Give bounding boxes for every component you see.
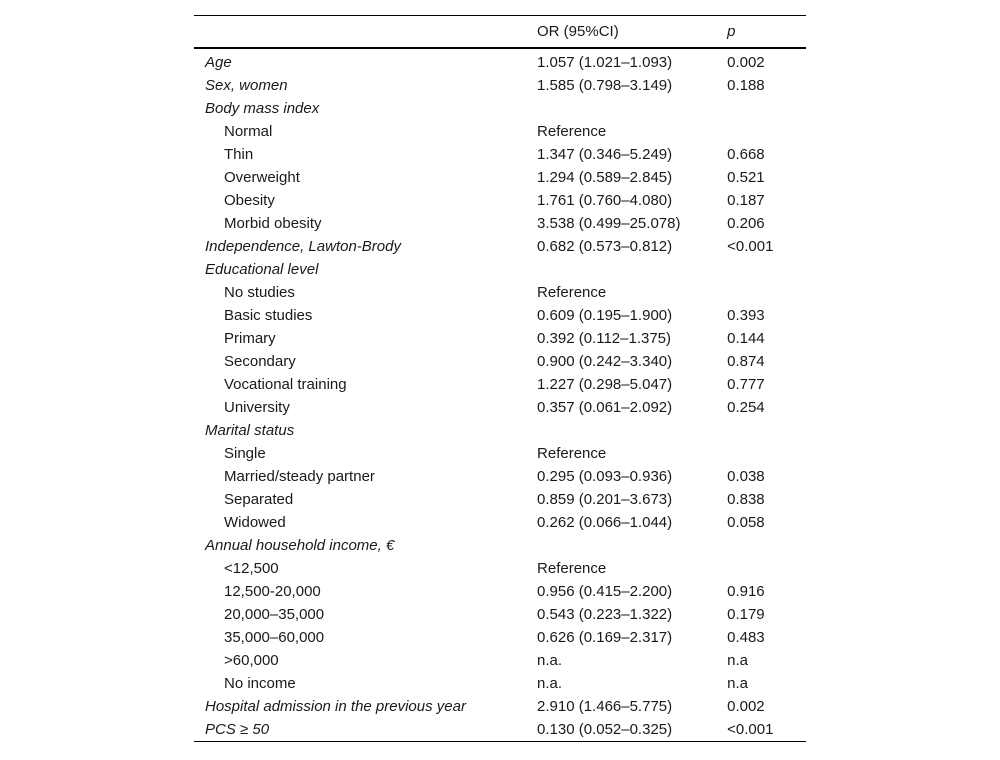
- row-odds-ratio: 0.609 (0.195–1.900): [537, 307, 673, 324]
- table-row: [194, 488, 806, 511]
- row-odds-ratio: Reference: [537, 445, 607, 462]
- table-header-row: [194, 16, 806, 49]
- row-label: Obesity: [224, 192, 275, 209]
- row-label: Educational level: [205, 261, 319, 278]
- row-label: Morbid obesity: [224, 215, 322, 232]
- odds-ratio-table: [194, 15, 806, 742]
- row-p-value: [727, 120, 806, 143]
- row-p-value: 0.188: [727, 77, 765, 94]
- row-p-value: 0.838: [727, 491, 765, 508]
- row-p-value: [727, 419, 806, 442]
- row-odds-ratio: 0.392 (0.112–1.375): [537, 330, 672, 347]
- header-p-value: p: [727, 23, 736, 40]
- table-row: [194, 327, 806, 350]
- table-row: [194, 97, 806, 120]
- table-row: [194, 419, 806, 442]
- results-table-container: [194, 15, 806, 742]
- row-label: No studies: [224, 284, 295, 301]
- row-odds-ratio: [537, 419, 727, 442]
- row-odds-ratio: 0.295 (0.093–0.936): [537, 468, 673, 485]
- table-row: [194, 166, 806, 189]
- row-label: Overweight: [224, 169, 300, 186]
- row-label: PCS ≥ 50: [205, 721, 270, 738]
- row-p-value: n.a: [727, 675, 748, 692]
- row-label: Single: [224, 445, 266, 462]
- row-p-value: 0.668: [727, 146, 765, 163]
- row-label: University: [224, 399, 290, 416]
- row-p-value: [727, 281, 806, 304]
- row-odds-ratio: 1.227 (0.298–5.047): [537, 376, 673, 393]
- table-row: [194, 557, 806, 580]
- row-odds-ratio: Reference: [537, 123, 607, 140]
- table-row: [194, 603, 806, 626]
- row-p-value: 0.206: [727, 215, 765, 232]
- table-row: [194, 718, 806, 742]
- table-row: [194, 120, 806, 143]
- row-p-value: [727, 442, 806, 465]
- row-p-value: 0.179: [727, 606, 765, 623]
- row-label: 35,000–60,000: [224, 629, 325, 646]
- row-label: Annual household income, €: [205, 537, 395, 554]
- row-odds-ratio: Reference: [537, 560, 607, 577]
- row-label: >60,000: [224, 652, 279, 669]
- row-p-value: 0.874: [727, 353, 765, 370]
- row-odds-ratio: 0.130 (0.052–0.325): [537, 721, 673, 738]
- row-odds-ratio: n.a.: [537, 652, 563, 669]
- row-odds-ratio: 0.859 (0.201–3.673): [537, 491, 673, 508]
- row-label: Body mass index: [205, 100, 320, 117]
- row-p-value: 0.916: [727, 583, 765, 600]
- row-label: Marital status: [205, 422, 295, 439]
- row-odds-ratio: 0.682 (0.573–0.812): [537, 238, 673, 255]
- row-label: Primary: [224, 330, 276, 347]
- table-row: [194, 534, 806, 557]
- table-row: [194, 74, 806, 97]
- row-p-value: 0.393: [727, 307, 765, 324]
- row-p-value: <0.001: [727, 238, 774, 255]
- row-p-value: 0.002: [727, 54, 765, 71]
- row-label: Secondary: [224, 353, 296, 370]
- table-row: [194, 396, 806, 419]
- row-label: Thin: [224, 146, 254, 163]
- table-row: [194, 649, 806, 672]
- row-label: Basic studies: [224, 307, 313, 324]
- row-p-value: 0.254: [727, 399, 765, 416]
- table-row: [194, 258, 806, 281]
- row-p-value: 0.002: [727, 698, 765, 715]
- row-label: Vocational training: [224, 376, 347, 393]
- row-p-value: 0.777: [727, 376, 765, 393]
- row-odds-ratio: 0.626 (0.169–2.317): [537, 629, 673, 646]
- table-row: [194, 304, 806, 327]
- table-row: [194, 350, 806, 373]
- row-label: <12,500: [224, 560, 279, 577]
- row-odds-ratio: 0.900 (0.242–3.340): [537, 353, 673, 370]
- header-odds-ratio: OR (95%CI): [537, 23, 619, 40]
- row-odds-ratio: [537, 258, 727, 281]
- table-row: [194, 212, 806, 235]
- row-label: Separated: [224, 491, 294, 508]
- row-p-value: 0.187: [727, 192, 765, 209]
- row-odds-ratio: 0.543 (0.223–1.322): [537, 606, 673, 623]
- row-label: Sex, women: [205, 77, 288, 94]
- row-p-value: 0.144: [727, 330, 765, 347]
- table-row: [194, 373, 806, 396]
- row-odds-ratio: 1.761 (0.760–4.080): [537, 192, 673, 209]
- row-label: Age: [205, 54, 232, 71]
- table-row: [194, 235, 806, 258]
- table-row: [194, 580, 806, 603]
- row-odds-ratio: 1.294 (0.589–2.845): [537, 169, 673, 186]
- row-p-value: [727, 97, 806, 120]
- row-odds-ratio: 0.262 (0.066–1.044): [537, 514, 673, 531]
- row-odds-ratio: 1.585 (0.798–3.149): [537, 77, 673, 94]
- row-p-value: <0.001: [727, 721, 774, 738]
- row-p-value: [727, 557, 806, 580]
- row-p-value: n.a: [727, 652, 748, 669]
- row-label: 12,500-20,000: [224, 583, 321, 600]
- table-row: [194, 695, 806, 718]
- row-odds-ratio: [537, 534, 727, 557]
- row-odds-ratio: n.a.: [537, 675, 563, 692]
- table-row: [194, 442, 806, 465]
- row-odds-ratio: 1.057 (1.021–1.093): [537, 54, 673, 71]
- table-row: [194, 465, 806, 488]
- row-p-value: 0.038: [727, 468, 765, 485]
- table-row: [194, 626, 806, 649]
- row-p-value: 0.521: [727, 169, 765, 186]
- header-variable: [194, 16, 537, 49]
- row-odds-ratio: 1.347 (0.346–5.249): [537, 146, 673, 163]
- table-row: [194, 189, 806, 212]
- row-odds-ratio: 3.538 (0.499–25.078): [537, 215, 681, 232]
- row-p-value: [727, 534, 806, 557]
- row-label: No income: [224, 675, 296, 692]
- row-label: Hospital admission in the previous year: [205, 698, 466, 715]
- row-p-value: 0.483: [727, 629, 765, 646]
- table-row: [194, 48, 806, 74]
- row-label: Normal: [224, 123, 273, 140]
- row-label: 20,000–35,000: [224, 606, 325, 623]
- row-p-value: 0.058: [727, 514, 765, 531]
- row-odds-ratio: 2.910 (1.466–5.775): [537, 698, 673, 715]
- row-odds-ratio: [537, 97, 727, 120]
- row-label: Widowed: [224, 514, 286, 531]
- table-row: [194, 143, 806, 166]
- table-row: [194, 511, 806, 534]
- table-body: [194, 48, 806, 742]
- table-row: [194, 281, 806, 304]
- row-odds-ratio: Reference: [537, 284, 607, 301]
- row-label: Married/steady partner: [224, 468, 375, 485]
- row-odds-ratio: 0.956 (0.415–2.200): [537, 583, 673, 600]
- row-label: Independence, Lawton-Brody: [205, 238, 401, 255]
- row-odds-ratio: 0.357 (0.061–2.092): [537, 399, 673, 416]
- table-row: [194, 672, 806, 695]
- row-p-value: [727, 258, 806, 281]
